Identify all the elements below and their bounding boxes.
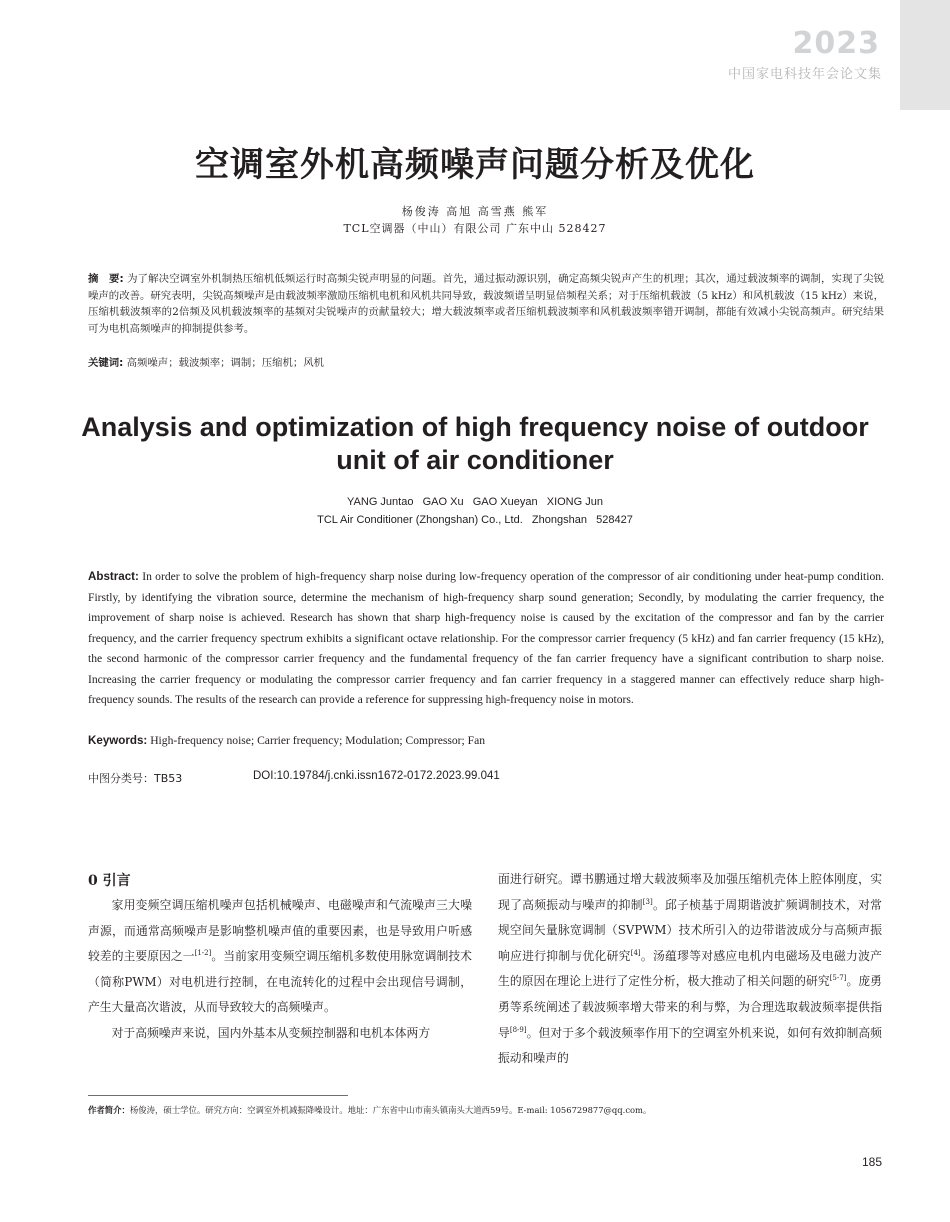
footnote-divider [88,1095,348,1096]
author-footnote [88,1104,651,1116]
keywords-en-label: Keywords: [88,734,148,747]
paper-title-en: Analysis and optimization of high frequency noise of outdoor unit of air conditioner [81,412,869,475]
keywords-en-text: High-frequency noise; Carrier frequency; Modulation; Compressor; Fan [150,734,486,747]
body-column-left [88,893,472,1047]
author-footnote-label: 作者简介： [88,1105,130,1115]
affiliation-cn: TCL空调器（中山）有限公司 广东中山 528427 [343,222,607,235]
section-heading-introduction: 0 引言 [88,873,131,889]
author-footnote-text: 杨俊涛，硕士学位。研究方向：空调室外机减振降噪设计。地址：广东省中山市南头镇南头大道西59号。E-mail: 1056729877@qq.com。 [129,1105,652,1115]
paragraph-text: 。邱子桢基于周期谐波扩频调制技术，对常规空间矢量脉宽调制（SVPWM）技术所引入的边带谐波成分与高频声振响应进行抑制与优化研究 [498,897,882,963]
keywords-cn-label: 关键词: [88,357,124,369]
citation-ref: [4] [630,948,641,957]
paper-title-cn: 空调室外机高频噪声问题分析及优化 [195,145,755,185]
doi: DOI:10.19784/j.cnki.issn1672-0172.2023.99.041 [253,770,500,782]
paragraph [88,1021,472,1047]
paragraph-text: 。当前家用变频空调压缩机多数使用脉宽调制技术（简称PWM）对电机进行控制，在电流转化的过程中会出现信号调制，产生大量高次谐波，从而导致较大的高频噪声。 [88,949,472,1015]
keywords-cn [88,355,884,372]
keywords-en [88,731,884,751]
paragraph [498,867,882,1072]
keywords-cn-text: 高频噪声；载波频率；调制；压缩机；风机 [126,357,325,369]
paragraph-text: 。庞勇勇等系统阐述了载波频率增大带来的利与弊，为合理选取载波频率提供指导 [498,974,882,1040]
citation-ref: [1-2] [194,949,212,958]
paragraph-text: 。但对于多个载波频率作用下的空调室外机来说，如何有效抑制高频振动和噪声的 [498,1025,882,1066]
citation-ref: [5-7] [829,974,847,983]
citation-ref: [3] [642,897,653,906]
paragraph-text: 家用变频空调压缩机噪声包括机械噪声、电磁噪声和气流噪声三大噪声源，而通常高频噪声是影响整机噪声值的重要因素，也是导致用户听感较差的主要原因之一 [88,898,472,964]
header-corner-tab [900,0,950,110]
page-number: 185 [861,1155,882,1169]
authors-en: YANG Juntao GAO Xu GAO Xueyan XIONG Jun [347,496,603,508]
paragraph-text: 对于高频噪声来说，国内外基本从变频控制器和电机本体两方 [111,1025,431,1040]
abstract-cn-label: 摘 要: [88,273,124,285]
affiliation-en: TCL Air Conditioner (Zhongshan) Co., Ltd. Zhongshan 528427 [317,514,633,526]
paragraph [88,893,472,1021]
header-year: 2023 [792,26,880,61]
paragraph-text: 面进行研究。谭书鹏通过增大载波频率及加强压缩机壳体上腔体刚度，实现了高频振动与噪声的抑制 [498,872,882,912]
header-collection-title: 中国家电科技年会论文集 [727,67,882,82]
abstract-en-label: Abstract: [88,570,139,583]
abstract-en [88,567,884,711]
clc-number: 中图分类号：TB53 [88,772,183,785]
citation-ref: [8-9] [509,1025,527,1034]
abstract-cn [88,271,884,338]
authors-cn: 杨俊涛 高旭 高雪燕 熊军 [401,205,549,218]
body-column-right [498,867,882,1072]
abstract-en-text: In order to solve the problem of high-frequency sharp noise during low-frequency operation of the compressor of air conditioning under heat-pump condition. Firstly, by identifying the vibration source, determine the mechanism of high-frequency sharp sound generation; Secondly, by modulating the carrier frequency, the improvement of sharp noise is achieved. Research has shown that sharp high-frequency noise is caused by the excitation of the compressor and fan by the carrier frequency, and the carrier frequency spectrum exhibits a significant octave relationship. For the compressor carrier frequency (5 kHz) and fan carrier frequency (15 kHz), the second harmonic of the compressor carrier frequency and the fundamental frequency of the fan carrier frequency have a significant contribution to sharp noise. Increasing the carrier frequency or modulating the compressor carrier frequency and fan carrier frequency in a staggered manner can effectively reduce sharp high-frequency sounds. The results of the research can provide a reference for suppressing high-frequency noise in motors. [88,570,884,706]
abstract-cn-text: 为了解决空调室外机制热压缩机低频运行时高频尖锐声明显的问题。首先，通过振动源识别，确定高频尖锐声产生的机理；其次，通过载波频率的调制，实现了尖锐噪声的改善。研究表明，尖锐高频噪声是由载波频率激励压缩机电机和风机共同导致，载波频谱呈明显倍频程关系；对于压缩机载波（5 kHz）和风机载波（15 kHz）来说，压缩机载波频率的2倍频及风机载波频率的基频对尖锐噪声的贡献量较大；增大载波频率或者压缩机载波频率和风机载波频率错开调制，都能有效减小尖锐高频声。研究结果可为电机高频噪声的抑制提供参考。 [88,273,884,336]
paragraph-text: 。汤蕴璆等对感应电机内电磁场及电磁力波产生的原因在理论上进行了定性分析，极大推动了相关问题的研究 [498,948,882,989]
